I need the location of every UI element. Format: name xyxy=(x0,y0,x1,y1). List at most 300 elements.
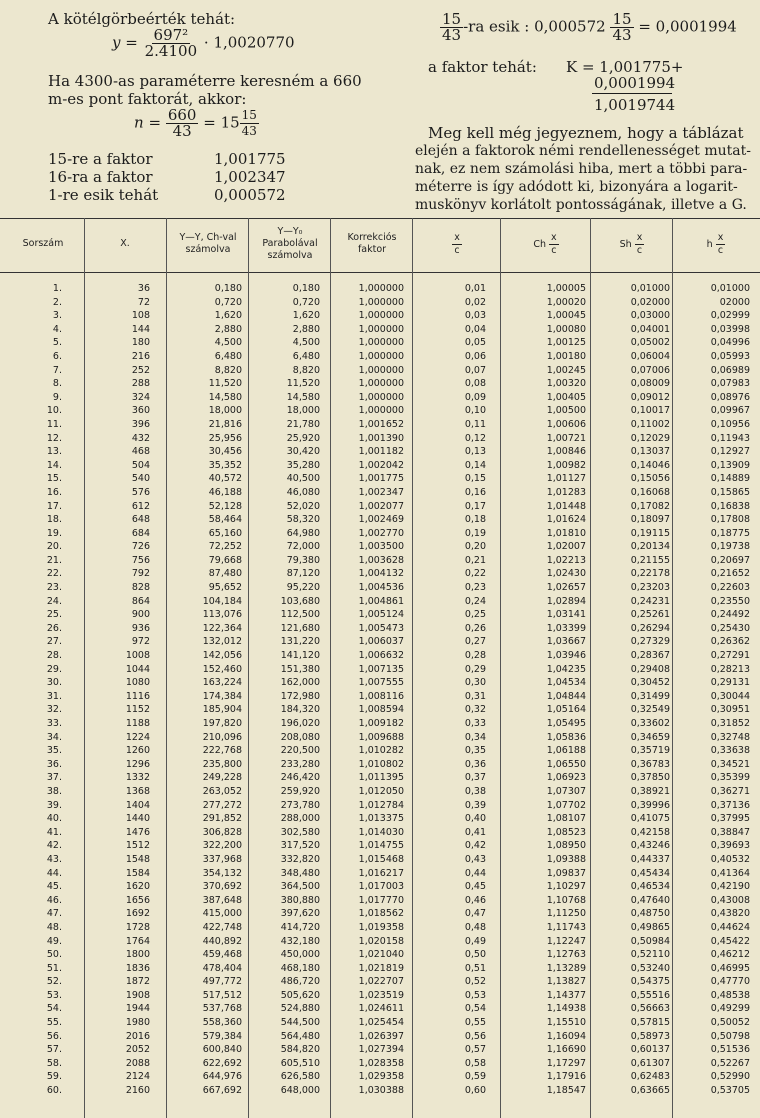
row-number: 10. xyxy=(46,405,62,417)
ratio-result: = 0,0001994 xyxy=(638,17,737,36)
cosh-value: 1,04534 xyxy=(546,677,586,689)
x-over-c: 0,21 xyxy=(464,554,486,566)
sinh-value: 0,61307 xyxy=(630,1057,670,1069)
header-xc-num: x xyxy=(454,232,460,243)
cosh-value: 1,14377 xyxy=(546,989,586,1001)
row-number: 46. xyxy=(46,894,62,906)
n-mixed-fraction xyxy=(240,108,259,139)
correction-factor: 1,005473 xyxy=(358,622,404,634)
x-over-c: 0,49 xyxy=(464,935,486,947)
cosh-value: 1,08950 xyxy=(546,840,586,852)
table-row xyxy=(0,839,760,853)
row-number: 23. xyxy=(46,582,62,594)
sinh-value: 0,11002 xyxy=(630,418,670,430)
y-parabola-value: 162,000 xyxy=(280,677,320,689)
ratio-denominator: 43 xyxy=(442,26,462,44)
x-over-c: 0,12 xyxy=(464,432,486,444)
row-number: 54. xyxy=(46,1003,62,1015)
y-ch-value: 222,768 xyxy=(202,745,242,757)
correction-factor: 1,004861 xyxy=(358,595,404,607)
y-variable: y xyxy=(112,33,121,52)
tanh-value: 0,52267 xyxy=(710,1057,750,1069)
x-value: 144 xyxy=(131,323,150,335)
row-number: 7. xyxy=(52,364,62,376)
ratio-numerator-2: 15 xyxy=(612,10,632,28)
row-number: 32. xyxy=(46,704,62,716)
y-factor: · 1,0020770 xyxy=(203,33,295,52)
x-value: 1296 xyxy=(125,758,150,770)
paragraph-line: Meg kell még jegyeznem, hogy a táblázat xyxy=(428,124,744,142)
header-ch-den: c xyxy=(551,245,557,256)
sinh-value: 0,07006 xyxy=(630,364,670,376)
sinh-value: 0,35719 xyxy=(630,745,670,757)
x-value: 1440 xyxy=(125,813,150,825)
y-ch-value: 6,480 xyxy=(214,350,242,362)
x-over-c: 0,09 xyxy=(464,391,486,403)
x-over-c: 0,16 xyxy=(464,486,486,498)
tanh-value: 0,37136 xyxy=(710,799,750,811)
correction-factor: 1,030388 xyxy=(358,1085,404,1097)
y-ch-value: 558,360 xyxy=(202,1017,242,1029)
correction-factor: 1,024611 xyxy=(358,1003,404,1015)
tanh-value: 02000 xyxy=(719,296,750,308)
x-over-c: 0,15 xyxy=(464,473,486,485)
tanh-value: 0,46212 xyxy=(710,949,750,961)
sinh-value: 0,14046 xyxy=(630,459,670,471)
header-korrekcios-line1: Korrekciós xyxy=(347,232,397,243)
x-over-c: 0,26 xyxy=(464,622,486,634)
table-row xyxy=(0,649,760,663)
x-value: 1332 xyxy=(125,772,150,784)
y-parabola-value: 380,880 xyxy=(280,894,320,906)
y-parabola-value: 95,220 xyxy=(286,582,320,594)
cosh-value: 1,02007 xyxy=(546,541,586,553)
table-row xyxy=(0,486,760,500)
cosh-value: 1,12247 xyxy=(546,935,586,947)
header-korrekcios xyxy=(332,232,412,256)
sinh-value: 0,09012 xyxy=(630,391,670,403)
sinh-value: 0,37850 xyxy=(630,772,670,784)
row-number: 57. xyxy=(46,1044,62,1056)
table-row xyxy=(0,567,760,581)
header-y-ch-line1: Y—Y, Ch-val xyxy=(179,232,237,243)
row-number: 16. xyxy=(46,486,62,498)
tanh-value: 0,18775 xyxy=(710,527,750,539)
correction-factor: 1,002469 xyxy=(358,514,404,526)
cosh-value: 1,00125 xyxy=(546,337,586,349)
tanh-value: 0,36271 xyxy=(710,785,750,797)
paragraph-line: muskönyv korlátolt pontosságának, illetve a G. xyxy=(415,197,747,213)
table-row xyxy=(0,676,760,690)
y-parabola-value: 8,820 xyxy=(292,364,320,376)
correction-factor: 1,008116 xyxy=(358,690,404,702)
sinh-value: 0,57815 xyxy=(630,1017,670,1029)
cosh-value: 1,00005 xyxy=(546,283,586,294)
row-number: 38. xyxy=(46,785,62,797)
y-parabola-value: 564,480 xyxy=(280,1030,320,1042)
cosh-value: 1,14938 xyxy=(546,1003,586,1015)
row-number: 36. xyxy=(46,758,62,770)
cosh-value: 1,00982 xyxy=(546,459,586,471)
text-line: m-es pont faktorát, akkor: xyxy=(48,90,247,108)
table-row xyxy=(0,935,760,949)
cosh-value: 1,01127 xyxy=(546,473,586,485)
tanh-value: 0,51536 xyxy=(710,1044,750,1056)
n-equals-15: = 15 xyxy=(203,113,240,132)
tanh-value: 0,47770 xyxy=(710,976,750,988)
cosh-value: 1,09837 xyxy=(546,867,586,879)
x-value: 288 xyxy=(131,378,150,390)
x-value: 1152 xyxy=(125,704,150,716)
n-variable: n xyxy=(134,113,144,132)
cosh-value: 1,16690 xyxy=(546,1044,586,1056)
tanh-value: 0,11943 xyxy=(710,432,750,444)
y-ch-value: 113,076 xyxy=(202,609,242,621)
cosh-value: 1,00180 xyxy=(546,350,586,362)
correction-factor: 1,009688 xyxy=(358,731,404,743)
table-row xyxy=(0,1070,760,1084)
cosh-value: 1,03946 xyxy=(546,650,586,662)
x-value: 1620 xyxy=(125,881,150,893)
n-mixed-denominator: 43 xyxy=(241,124,257,138)
y-ch-value: 478,404 xyxy=(202,962,242,974)
y-parabola-value: 6,480 xyxy=(292,350,320,362)
x-over-c: 0,50 xyxy=(464,949,486,961)
y-parabola-value: 208,080 xyxy=(280,731,320,743)
header-ch-prefix: Ch xyxy=(533,239,546,250)
cosh-value: 1,03667 xyxy=(546,636,586,648)
header-sh-fraction xyxy=(635,232,645,257)
header-y-parabola-line1: Y—Y₀ xyxy=(277,226,303,237)
tanh-value: 0,33638 xyxy=(710,745,750,757)
table-row xyxy=(0,962,760,976)
x-value: 180 xyxy=(131,337,150,349)
sinh-value: 0,22178 xyxy=(630,568,670,580)
row-number: 1. xyxy=(52,283,62,294)
y-ch-value: 600,840 xyxy=(202,1044,242,1056)
tanh-value: 0,20697 xyxy=(710,554,750,566)
y-ch-value: 142,056 xyxy=(202,650,242,662)
table-row xyxy=(0,554,760,568)
tanh-value: 0,26362 xyxy=(710,636,750,648)
y-parabola-value: 172,980 xyxy=(280,690,320,702)
row-number: 30. xyxy=(46,677,62,689)
x-over-c: 0,39 xyxy=(464,799,486,811)
row-number: 42. xyxy=(46,840,62,852)
correction-factor: 1,007135 xyxy=(358,663,404,675)
correction-factor: 1,002347 xyxy=(358,486,404,498)
x-value: 2088 xyxy=(125,1057,150,1069)
y-parabola-value: 246,420 xyxy=(280,772,320,784)
cosh-value: 1,01810 xyxy=(546,527,586,539)
row-number: 19. xyxy=(46,527,62,539)
correction-factor: 1,006632 xyxy=(358,650,404,662)
correction-factor: 1,014755 xyxy=(358,840,404,852)
sinh-value: 0,05002 xyxy=(630,337,670,349)
row-number: 55. xyxy=(46,1017,62,1029)
x-value: 684 xyxy=(131,527,150,539)
table-row xyxy=(0,513,760,527)
correction-factor: 1,002077 xyxy=(358,500,404,512)
y-parabola-value: 79,380 xyxy=(286,554,320,566)
x-over-c: 0,11 xyxy=(464,418,486,430)
table-row xyxy=(0,377,760,391)
header-sh-den: c xyxy=(636,245,643,256)
sinh-value: 0,15056 xyxy=(630,473,670,485)
table-row xyxy=(0,336,760,350)
x-over-c: 0,20 xyxy=(464,541,486,553)
row-number: 8. xyxy=(52,378,62,390)
sinh-value: 0,55516 xyxy=(630,989,670,1001)
tanh-value: 0,08976 xyxy=(710,391,750,403)
table-row xyxy=(0,867,760,881)
cosh-value: 1,05495 xyxy=(546,718,586,729)
correction-factor: 1,027394 xyxy=(358,1044,404,1056)
y-ch-value: 497,772 xyxy=(202,976,242,988)
table-row xyxy=(0,404,760,418)
cosh-value: 1,02657 xyxy=(546,582,586,594)
sinh-value: 0,63665 xyxy=(630,1085,670,1097)
header-y-parabola-line3: számolva xyxy=(267,250,313,261)
y-parabola-value: 605,510 xyxy=(280,1057,320,1069)
y-ch-value: 46,188 xyxy=(208,486,242,498)
correction-factor: 1,005124 xyxy=(358,609,404,621)
x-value: 72 xyxy=(137,296,150,308)
cosh-value: 1,00606 xyxy=(546,418,586,430)
correction-factor: 1,000000 xyxy=(358,405,404,417)
y-parabola-value: 544,500 xyxy=(280,1017,320,1029)
correction-factor: 1,001390 xyxy=(358,432,404,444)
cosh-value: 1,00500 xyxy=(546,405,586,417)
x-over-c: 0,25 xyxy=(464,609,486,621)
row-number: 20. xyxy=(46,541,62,553)
correction-factor: 1,000000 xyxy=(358,310,404,322)
table-row xyxy=(0,296,760,310)
x-value: 1656 xyxy=(125,894,150,906)
row-number: 9. xyxy=(52,391,62,403)
y-parabola-value: 21,780 xyxy=(286,418,320,430)
ratio-line xyxy=(440,12,737,43)
x-value: 1080 xyxy=(125,677,150,689)
x-over-c: 0,38 xyxy=(464,785,486,797)
y-parabola-value: 11,520 xyxy=(286,378,320,390)
x-value: 1404 xyxy=(125,799,150,811)
cosh-value: 1,00045 xyxy=(546,310,586,322)
sinh-value: 0,16068 xyxy=(630,486,670,498)
correction-factor: 1,020158 xyxy=(358,935,404,947)
y-parabola-value: 87,120 xyxy=(286,568,320,580)
y-parabola-value: 46,080 xyxy=(286,486,320,498)
table-row xyxy=(0,282,760,296)
y-parabola-value: 196,020 xyxy=(280,718,320,729)
y-ch-value: 35,352 xyxy=(208,459,242,471)
x-over-c: 0,29 xyxy=(464,663,486,675)
row-number: 44. xyxy=(46,867,62,879)
correction-factor: 1,001652 xyxy=(358,418,404,430)
table-row xyxy=(0,472,760,486)
table-row xyxy=(0,1002,760,1016)
tanh-value: 0,30044 xyxy=(710,690,750,702)
correction-factor: 1,000000 xyxy=(358,296,404,308)
tanh-value: 0,32748 xyxy=(710,731,750,743)
x-over-c: 0,04 xyxy=(464,323,486,335)
cosh-value: 1,04844 xyxy=(546,690,586,702)
table-row xyxy=(0,758,760,772)
sinh-value: 0,46534 xyxy=(630,881,670,893)
row-number: 50. xyxy=(46,949,62,961)
y-ch-value: 72,252 xyxy=(208,541,242,553)
header-y-ch-line2: számolva xyxy=(185,244,231,255)
cosh-value: 1,00245 xyxy=(546,364,586,376)
correction-factor: 1,021819 xyxy=(358,962,404,974)
x-over-c: 0,42 xyxy=(464,840,486,852)
y-ch-value: 0,720 xyxy=(214,296,242,308)
tanh-value: 0,43820 xyxy=(710,908,750,920)
tanh-value: 0,31852 xyxy=(710,718,750,729)
header-ch-num: x xyxy=(551,232,557,243)
paragraph-line: méterre is így adódott ki, bizonyára a logarit- xyxy=(415,179,738,195)
cosh-value: 1,07702 xyxy=(546,799,586,811)
x-value: 108 xyxy=(131,310,150,322)
cosh-value: 1,08107 xyxy=(546,813,586,825)
table-row xyxy=(0,690,760,704)
y-parabola-value: 486,720 xyxy=(280,976,320,988)
x-over-c: 0,03 xyxy=(464,310,486,322)
row-number: 37. xyxy=(46,772,62,784)
x-value: 1692 xyxy=(125,908,150,920)
cosh-value: 1,00721 xyxy=(546,432,586,444)
row-number: 40. xyxy=(46,813,62,825)
y-ch-value: 58,464 xyxy=(208,514,242,526)
table-row xyxy=(0,907,760,921)
x-value: 936 xyxy=(131,622,150,634)
header-th-num: x xyxy=(717,232,724,243)
cosh-value: 1,16094 xyxy=(546,1030,586,1042)
x-value: 360 xyxy=(131,405,150,417)
tanh-value: 0,10956 xyxy=(710,418,750,430)
y-ch-value: 263,052 xyxy=(202,785,242,797)
table-row xyxy=(0,445,760,459)
x-over-c: 0,30 xyxy=(464,677,486,689)
y-parabola-value: 1,620 xyxy=(292,310,320,322)
cosh-value: 1,02894 xyxy=(546,595,586,607)
y-parabola-value: 273,780 xyxy=(280,799,320,811)
y-ch-value: 122,364 xyxy=(202,622,242,634)
x-value: 828 xyxy=(131,582,150,594)
x-over-c: 0,31 xyxy=(464,690,486,702)
correction-factor: 1,007555 xyxy=(358,677,404,689)
ratio-numerator: 15 xyxy=(442,10,462,28)
x-value: 2052 xyxy=(125,1044,150,1056)
factor-1-value: 0,000572 xyxy=(214,186,286,204)
x-value: 1944 xyxy=(125,1003,150,1015)
x-over-c: 0,37 xyxy=(464,772,486,784)
tanh-value: 0,38847 xyxy=(710,826,750,838)
correction-factor: 1,010282 xyxy=(358,745,404,757)
row-number: 6. xyxy=(52,350,62,362)
table-row xyxy=(0,418,760,432)
y-parabola-value: 112,500 xyxy=(280,609,320,621)
row-number: 5. xyxy=(52,337,62,349)
cosh-value: 1,00020 xyxy=(546,296,586,308)
header-y-parabola xyxy=(250,226,330,262)
table-row xyxy=(0,309,760,323)
y-ch-value: 95,652 xyxy=(208,582,242,594)
y-parabola-value: 505,620 xyxy=(280,989,320,1001)
tanh-value: 0,05993 xyxy=(710,350,750,362)
sinh-value: 0,29408 xyxy=(630,663,670,675)
cosh-value: 1,08523 xyxy=(546,826,586,838)
table-row xyxy=(0,948,760,962)
x-over-c: 0,58 xyxy=(464,1057,486,1069)
paragraph-line: elején a faktorok némi rendellenességet mutat- xyxy=(415,143,751,159)
cosh-value: 1,13289 xyxy=(546,962,586,974)
header-th xyxy=(674,232,758,257)
sinh-value: 0,10017 xyxy=(630,405,670,417)
tanh-value: 0,14889 xyxy=(710,473,750,485)
table-row xyxy=(0,989,760,1003)
x-value: 216 xyxy=(131,350,150,362)
y-ch-value: 306,828 xyxy=(202,826,242,838)
y-ch-value: 322,200 xyxy=(202,840,242,852)
correction-factor: 1,025454 xyxy=(358,1017,404,1029)
header-sh-num: x xyxy=(636,232,643,243)
y-parabola-value: 364,500 xyxy=(280,881,320,893)
sinh-value: 0,33602 xyxy=(630,718,670,729)
x-value: 1476 xyxy=(125,826,150,838)
row-number: 60. xyxy=(46,1085,62,1097)
table-top-rule xyxy=(0,218,760,219)
n-denominator: 43 xyxy=(172,122,192,140)
tanh-value: 0,46995 xyxy=(710,962,750,974)
tanh-value: 0,30951 xyxy=(710,704,750,716)
y-ch-value: 79,668 xyxy=(208,554,242,566)
y-parabola-value: 648,000 xyxy=(280,1085,320,1097)
sinh-value: 0,47640 xyxy=(630,894,670,906)
n-equals: = xyxy=(148,113,162,132)
y-ch-value: 0,180 xyxy=(214,283,242,294)
x-value: 432 xyxy=(131,432,150,444)
cosh-value: 1,07307 xyxy=(546,785,586,797)
x-over-c: 0,10 xyxy=(464,405,486,417)
row-number: 34. xyxy=(46,731,62,743)
row-number: 33. xyxy=(46,718,62,729)
y-parabola-value: 288,000 xyxy=(280,813,320,825)
header-th-fraction xyxy=(716,232,726,257)
correction-factor: 1,017003 xyxy=(358,881,404,893)
sinh-value: 0,62483 xyxy=(630,1071,670,1083)
ratio-middle: -ra esik : 0,000572 xyxy=(463,17,606,36)
tanh-value: 0,43008 xyxy=(710,894,750,906)
table-row xyxy=(0,812,760,826)
row-number: 11. xyxy=(46,418,62,430)
sinh-value: 0,31499 xyxy=(630,690,670,702)
header-ch-fraction xyxy=(549,232,559,257)
table-row xyxy=(0,731,760,745)
cosh-value: 1,02213 xyxy=(546,554,586,566)
table-row xyxy=(0,663,760,677)
x-over-c: 0,47 xyxy=(464,908,486,920)
x-over-c: 0,36 xyxy=(464,758,486,770)
correction-factor: 1,022707 xyxy=(358,976,404,988)
k-addend: 0,0001994 xyxy=(594,74,676,92)
sinh-value: 0,27329 xyxy=(630,636,670,648)
factor-15-label: 15-re a faktor xyxy=(48,150,153,168)
table-row xyxy=(0,717,760,731)
x-over-c: 0,45 xyxy=(464,881,486,893)
row-number: 18. xyxy=(46,514,62,526)
sum-rule xyxy=(592,93,672,94)
